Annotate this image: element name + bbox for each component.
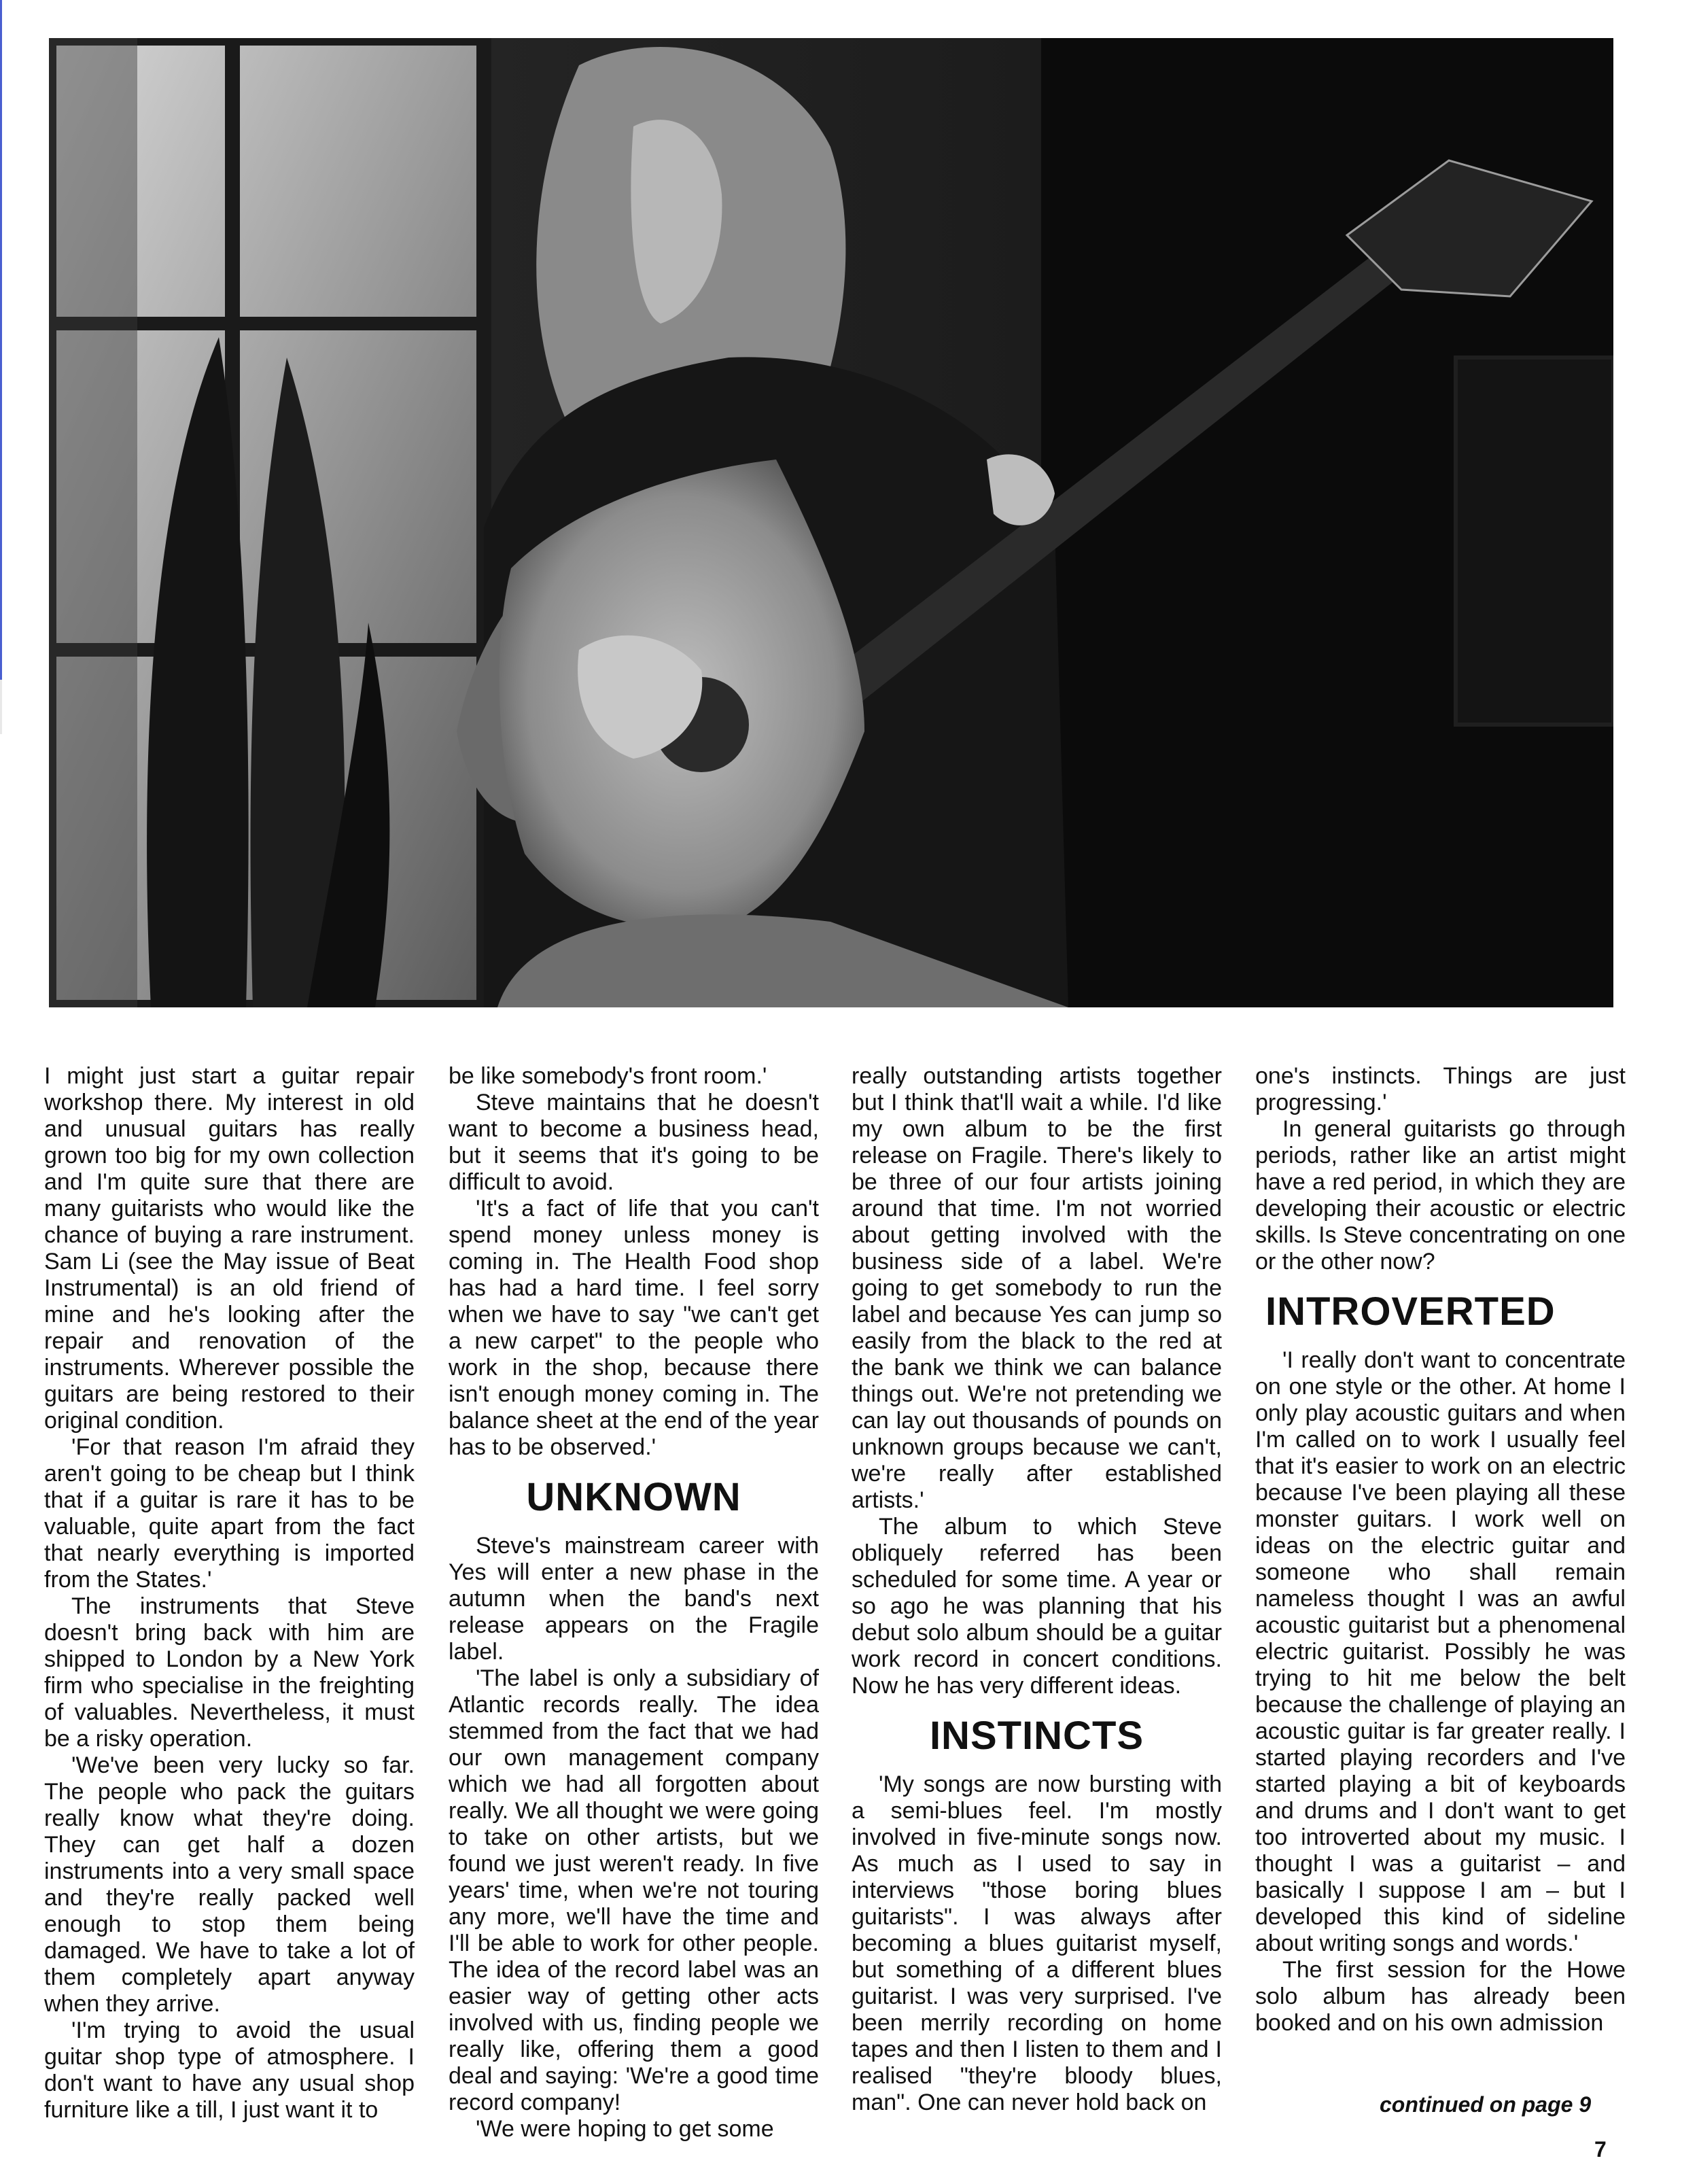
paragraph: In general guitarists go through periods, rather like an artist might have a red period, in which they are developing their acoustic or electric skills. Is Steve concentrating on one or the other now? bbox=[1255, 1116, 1626, 1275]
page-number: 7 bbox=[1594, 2137, 1607, 2162]
column-2 bbox=[449, 1063, 819, 2143]
left-edge-mark-lower bbox=[0, 680, 2, 734]
paragraph: 'My songs are now bursting with a semi-blues feel. I'm mostly involved in five-minute songs now. As much as I used to say in interviews "those boring blues guitarists". I was always after becoming a blues guitarist myself, but something of a different blues guitarist. I was very surprised. I've been merrily recording on home tapes and then I listen to them and I realised "they're bloody blues, man". One can never hold back on bbox=[852, 1771, 1222, 2115]
paragraph: 'For that reason I'm afraid they aren't going to be cheap but I think that if a guitar is rare it has to be valuable, quite apart from the fact that nearly everything is imported from the States.' bbox=[44, 1434, 415, 1593]
paragraph: The instruments that Steve doesn't bring back with him are shipped to London by a New York firm who specialise in the freighting of valuables. Nevertheless, it must be a risky operation. bbox=[44, 1593, 415, 1752]
paragraph: Steve maintains that he doesn't want to become a business head, but it seems that it's going to be difficult to avoid. bbox=[449, 1090, 819, 1195]
column-3 bbox=[852, 1063, 1222, 2116]
section-heading-introverted: INTROVERTED bbox=[1265, 1289, 1556, 1334]
column-4 bbox=[1255, 1063, 1626, 2036]
paragraph: 'The label is only a subsidiary of Atlantic records really. The idea stemmed from the fact that we had our own management company which we had all forgotten about really. We all thought we were going to take on other artists, but we found we just weren't ready. In five years' time, when we're not touring any more, we'll have the time and I'll be able to work for other people. The idea of the record label was an easier way of getting other acts involved with us, finding people we really like, offering them a good deal and saying: 'We're a good time record company! bbox=[449, 1665, 819, 2115]
paragraph: really outstanding artists together but I think that'll wait a while. I'd like my own album to be the first release on Fragile. There's likely to be three of our four artists joining around that time. I'm not worried about getting involved with the business side of a label. We're going to get somebody to run the label and because Yes can jump so easily from the black to the red at the bank we think we can balance things out. We're not pretending we can lay out thousands of pounds on unknown groups because we can't, we're really after established artists.' bbox=[852, 1063, 1222, 1513]
paragraph: be like somebody's front room.' bbox=[449, 1063, 767, 1089]
paragraph: 'We've been very lucky so far. The people who pack the guitars really know what they're doing. They can get half a dozen instruments into a very small space and they're really packed well enough to stop them being damaged. We have to take a lot of them completely apart anyway when they arrive. bbox=[44, 1752, 415, 2017]
continued-note: continued on page 9 bbox=[1380, 2092, 1592, 2117]
paragraph: 'I'm trying to avoid the usual guitar shop type of atmosphere. I don't want to have any usual shop furniture like a till, I just want it to bbox=[44, 2017, 415, 2123]
paragraph: one's instincts. Things are just progressing.' bbox=[1255, 1063, 1626, 1115]
left-edge-mark bbox=[0, 0, 2, 680]
section-heading-instincts: INSTINCTS bbox=[929, 1714, 1144, 1758]
guitarist-photo bbox=[49, 38, 1613, 1007]
paragraph: Steve's mainstream career with Yes will enter a new phase in the autumn when the band's next release appears on the Fragile label. bbox=[449, 1533, 819, 1665]
paragraph: The first session for the Howe solo album has already been booked and on his own admission bbox=[1255, 1957, 1626, 2036]
paragraph: 'We were hoping to get some bbox=[476, 2116, 774, 2142]
paragraph: 'It's a fact of life that you can't spend money unless money is coming in. The Health Food shop has had a hard time. I feel sorry when we have to say "we can't get a new carpet" to the people who work in the shop, because there isn't enough money coming in. The balance sheet at the end of the year has to be observed.' bbox=[449, 1196, 819, 1460]
guitarist-photo-icon bbox=[49, 38, 1613, 1007]
paragraph: I might just start a guitar repair workshop there. My interest in old and unusual guitars has really grown too big for my own collection and I'm quite sure that there are many guitarists who would like the chance of buying a rare instrument. Sam Li (see the May issue of Beat Instrumental) is an old friend of mine and he's looking after the repair and renovation of the instruments. Wherever possible the guitars are being restored to their original condition. bbox=[44, 1063, 415, 1434]
column-1 bbox=[44, 1063, 415, 2124]
section-heading-unknown: UNKNOWN bbox=[526, 1475, 741, 1519]
paragraph: 'I really don't want to concentrate on one style or the other. At home I only play acoustic guitars and when I'm called on to work I usually feel that it's easier to work on an electric because I've been playing all these monster guitars. I work well on ideas on the electric guitar and someone who shall remain nameless thought I was an awful acoustic guitarist but a phenomenal electric guitarist. Possibly he was trying to hit me below the belt because the challenge of playing an acoustic guitar is far greater really. I started playing recorders and I've started playing a bit of keyboards and drums and I don't want to get too introverted about my music. I thought I was a guitarist – and basically I suppose I am – but I developed this kind of sideline about writing songs and words.' bbox=[1255, 1347, 1626, 1956]
paragraph: The album to which Steve obliquely referred has been scheduled for some time. A year or so ago he was planning that his debut solo album should be a guitar work record in concert conditions. Now he has very different ideas. bbox=[852, 1514, 1222, 1699]
